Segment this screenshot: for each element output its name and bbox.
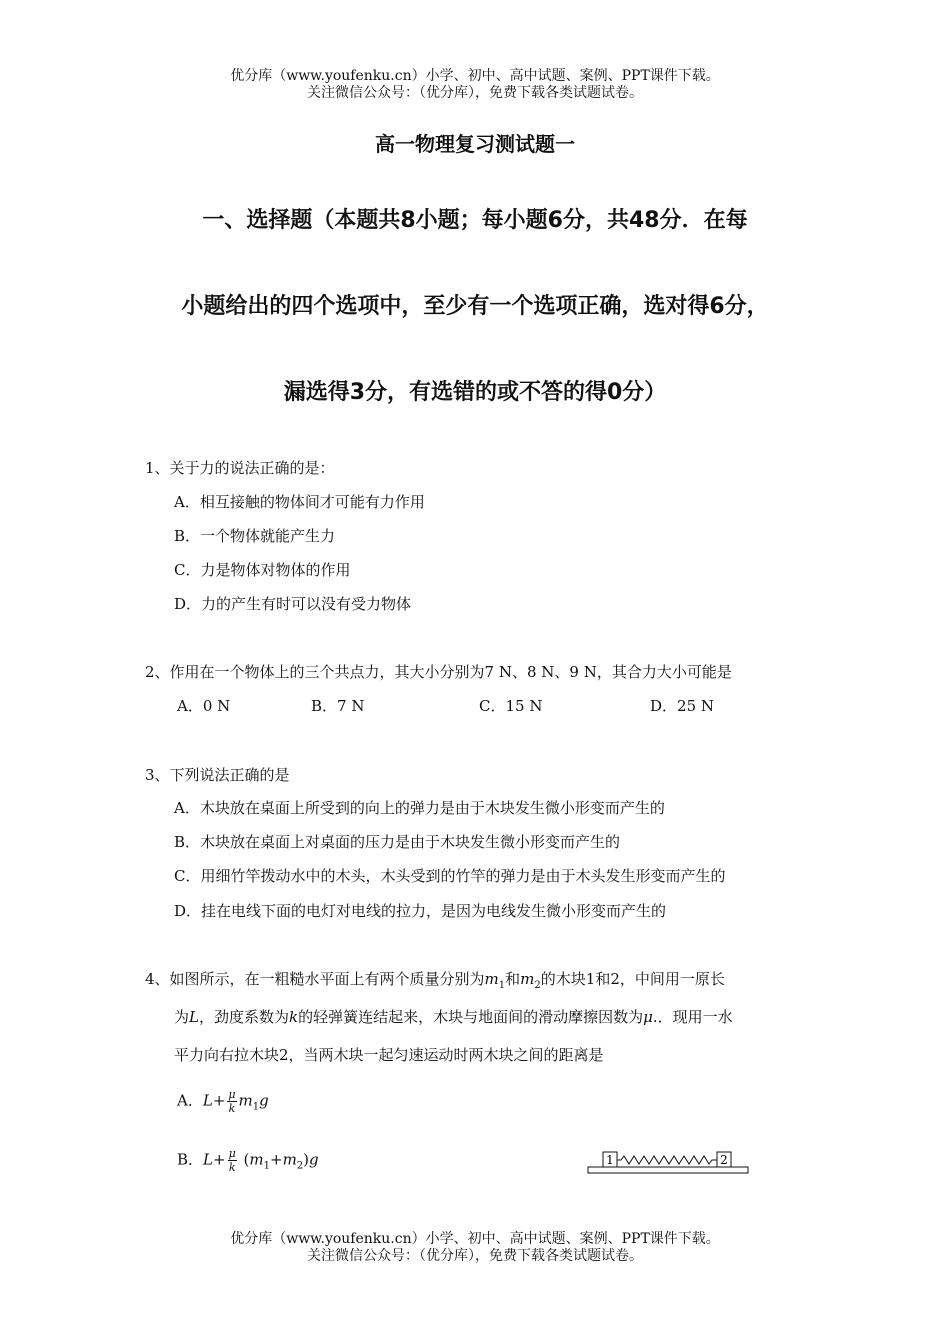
q4-option-a-g: g [259, 1091, 269, 1110]
q4-option-b-label: B． [177, 1150, 204, 1169]
footer-line-1: 优分库（www.youfenku.cn）小学、初中、高中试题、案例、PPT课件下载。 [230, 1231, 720, 1247]
q4-text-part-2: 和 [505, 970, 521, 988]
question-1-option-a: A．相互接触的物体间才可能有力作用 [174, 493, 425, 511]
spring [617, 1156, 717, 1164]
q4-option-b-m1: m [249, 1150, 264, 1169]
q4-sub-1: 1 [498, 980, 506, 991]
question-3-stem: 3、下列说法正确的是 [145, 766, 290, 784]
question-1-option-b: B．一个物体就能产生力 [174, 527, 336, 545]
q4-option-b-numerator: μ [228, 1147, 236, 1160]
spring-blocks-figure [585, 1148, 751, 1176]
header-line-2: 关注微信公众号：（优分库），免费下载各类试题试卷。 [307, 85, 643, 101]
q4-var-k: k [289, 1008, 299, 1026]
q4-option-b-plus2: + [269, 1150, 283, 1169]
q4-option-b-L: L [203, 1150, 213, 1169]
question-3-option-d: D．挂在电线下面的电灯对电线的拉力，是因为电线发生微小形变而产生的 [174, 902, 667, 920]
q4-text-part-3: 的木块1和2，中间用一原长 [540, 970, 725, 988]
q4-option-a-L: L [202, 1091, 213, 1110]
q4-option-b-close: ) [303, 1150, 310, 1169]
section-heading-line-2: 小题给出的四个选项中，至少有一个选项正确，选对得6分， [181, 294, 769, 319]
footer-line-2: 关注微信公众号：（优分库），免费下载各类试题试卷。 [307, 1248, 643, 1264]
q4-option-a-sub: 1 [252, 1101, 260, 1113]
q4-option-a-label: A． [177, 1091, 203, 1110]
question-3-option-c: C．用细竹竿拨动水中的木头，木头受到的竹竿的弹力是由于木头发生形变而产生的 [174, 867, 726, 885]
page-title: 高一物理复习测试题一 [375, 132, 575, 156]
q4-option-a-fraction [227, 1088, 236, 1115]
question-4-option-a [177, 1088, 269, 1118]
question-2-option-d: D．25 N [650, 697, 715, 715]
q4-var-mu: μ [643, 1008, 653, 1026]
header-line-1: 优分库（www.youfenku.cn）小学、初中、高中试题、案例、PPT课件下载。 [230, 68, 720, 84]
q4-option-b-sub1: 1 [263, 1160, 270, 1172]
block-2-label: 2 [720, 1153, 728, 1167]
q4-line2-d: .．现用一水 [652, 1008, 733, 1026]
question-4-stem-line-3: 平力向右拉木块2，当两木块一起匀速运动时两木块之间的距离是 [174, 1046, 604, 1064]
question-2-stem: 2、作用在一个物体上的三个共点力，其大小分别为7 N、8 N、9 N，其合力大小可能是 [145, 663, 732, 681]
section-heading-line-3: 漏选得3分，有选错的或不答的得0分） [283, 380, 667, 405]
ground-surface [588, 1167, 748, 1173]
q4-option-b-g: g [309, 1150, 319, 1169]
question-3-option-a: A．木块放在桌面上所受到的向上的弹力是由于木块发生微小形变而产生的 [174, 799, 665, 817]
question-2-option-c: C．15 N [479, 697, 543, 715]
q4-var-m1: m [484, 970, 499, 988]
q4-option-a-denominator: k [228, 1102, 236, 1115]
q4-option-b-denominator: k [228, 1161, 236, 1174]
block-1-label: 1 [606, 1153, 614, 1167]
q4-line2-a: 为 [174, 1008, 190, 1026]
question-4-stem-line-1 [145, 969, 725, 996]
question-1-option-c: C．力是物体对物体的作用 [174, 561, 351, 579]
question-1-option-d: D．力的产生有时可以没有受力物体 [174, 595, 412, 613]
q4-option-b-sub2: 2 [296, 1160, 304, 1172]
question-2-option-b: B．7 N [311, 697, 365, 715]
q4-option-b-m2: m [282, 1150, 297, 1169]
q4-var-L: L [189, 1008, 199, 1026]
q4-option-a-plus: + [212, 1091, 226, 1110]
q4-line2-c: 的轻弹簧连结起来，木块与地面间的滑动摩擦因数为 [298, 1008, 644, 1026]
question-3-option-b: B．木块放在桌面上对桌面的压力是由于木块发生微小形变而产生的 [174, 833, 621, 851]
section-heading-line-1: 一、选择题（本题共8小题；每小题6分，共48分．在每 [202, 208, 748, 233]
q4-option-a-m: m [238, 1091, 253, 1110]
question-1-stem: 1、关于力的说法正确的是： [145, 459, 335, 477]
q4-line2-b: ，劲度系数为 [198, 1008, 289, 1026]
question-4-option-b [177, 1147, 319, 1177]
q4-sub-2: 2 [534, 980, 541, 991]
q4-option-b-plus: + [213, 1150, 226, 1169]
q4-option-a-numerator: μ [228, 1088, 236, 1101]
question-4-stem-line-2 [174, 1007, 733, 1027]
question-2-option-a: A．0 N [177, 697, 231, 715]
q4-option-b-fraction [228, 1147, 237, 1174]
q4-option-b-open: ( [243, 1150, 250, 1169]
q4-text-part-1: 4、如图所示，在一粗糙水平面上有两个质量分别为 [145, 970, 485, 988]
q4-var-m2: m [520, 970, 535, 988]
